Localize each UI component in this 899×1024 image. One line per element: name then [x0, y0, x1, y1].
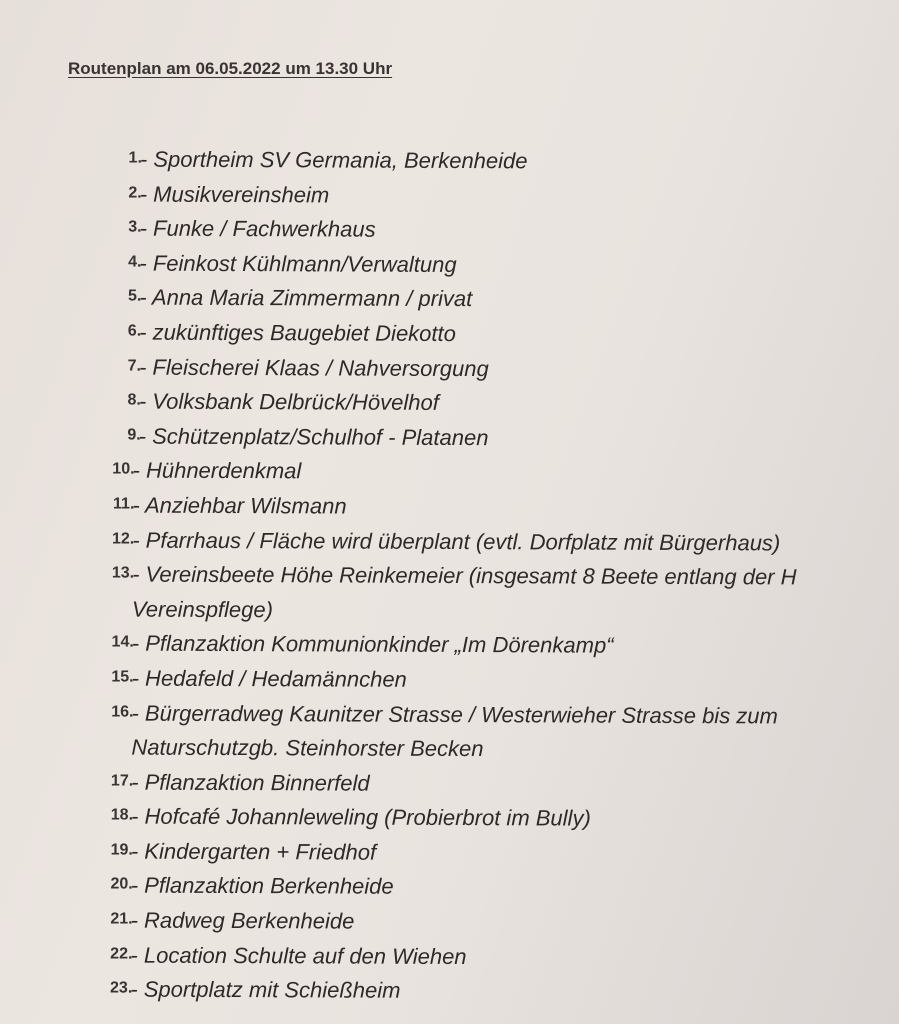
item-text: - Pflanzaktion Berkenheide	[130, 873, 394, 900]
item-number: 9.	[127, 426, 141, 444]
item-number: 13.	[111, 564, 135, 582]
item-text: - Musikvereinsheim	[139, 181, 330, 208]
list-item	[0, 797, 896, 836]
list-item	[0, 417, 898, 456]
item-text-continuation: Naturschutzgb. Steinhorster Becken	[131, 734, 484, 762]
list-item	[0, 278, 898, 317]
list-item	[0, 763, 896, 802]
list-item	[0, 693, 897, 766]
route-list	[0, 140, 899, 1009]
item-number: 7.	[127, 357, 142, 375]
item-text: - Funke / Fachwerkhaus	[139, 215, 376, 242]
item-text: - Anziehbar Wilsmann	[132, 492, 347, 519]
list-item	[0, 175, 899, 214]
item-text: - Radweg Berkenheide	[130, 907, 355, 934]
item-text: - Pfarrhaus / Fläche wird überplant (evtl. Dorfplatz mit Bürgerhaus)	[132, 527, 781, 555]
item-text: - Sportheim SV Germania, Berkenheide	[139, 146, 528, 174]
item-number: 12.	[111, 530, 135, 548]
list-item	[0, 555, 897, 628]
list-item	[0, 382, 898, 421]
list-item	[0, 486, 897, 525]
item-number: 23.	[110, 979, 133, 997]
item-number: 16.	[111, 702, 134, 721]
item-number: 10.	[112, 460, 135, 478]
item-number: 4.	[128, 253, 142, 271]
item-number: 21.	[110, 910, 133, 928]
item-text: - Kindergarten + Friedhof	[130, 838, 377, 865]
list-item	[0, 140, 899, 179]
item-number: 6.	[127, 322, 142, 340]
item-number: 14.	[111, 633, 134, 651]
list-item	[0, 451, 898, 490]
item-text: - Pflanzaktion Binnerfeld	[131, 769, 370, 796]
item-number: 11.	[113, 495, 135, 513]
list-item	[0, 209, 899, 248]
list-item	[0, 313, 898, 352]
item-text-continuation: Vereinspflege)	[131, 596, 274, 622]
item-text: - Hedafeld / Hedamännchen	[131, 665, 407, 692]
item-text: - Anna Maria Zimmermann / privat	[139, 284, 473, 312]
item-text: - Bürgerradweg Kaunitzer Strasse / Westerwieher Strasse bis zum	[131, 700, 778, 728]
item-number: 17.	[110, 772, 134, 790]
list-item	[0, 244, 899, 283]
list-item	[0, 936, 896, 975]
item-text: - Schützenplatz/Schulhof - Platanen	[138, 423, 489, 450]
item-text: - Volksbank Delbrück/Hövelhof	[138, 388, 439, 416]
item-number: 3.	[128, 218, 142, 236]
item-number: 8.	[127, 391, 141, 409]
list-item	[0, 901, 896, 940]
item-text: - Sportplatz mit Schießheim	[130, 976, 401, 1004]
item-text: - zukünftiges Baugebiet Diekotto	[139, 319, 456, 346]
item-number: 1.	[128, 149, 142, 167]
item-text: - Pflanzaktion Kommunionkinder „Im Dörenkamp“	[131, 630, 614, 658]
item-number: 20.	[110, 875, 133, 894]
item-text: - Feinkost Kühlmann/Verwaltung	[139, 250, 457, 277]
list-item	[0, 970, 895, 1009]
list-item	[0, 521, 897, 560]
document-title: Routenplan am 06.05.2022 um 13.30 Uhr	[68, 59, 393, 78]
list-item	[0, 866, 896, 905]
item-text: - Vereinsbeete Höhe Reinkemeier (insgesamt 8 Beete entlang der H	[132, 561, 797, 590]
item-number: 18.	[110, 806, 134, 824]
item-text: - Fleischerei Klaas / Nahversorgung	[138, 354, 489, 381]
list-item	[0, 832, 896, 871]
item-text: - Location Schulte auf den Wiehen	[130, 942, 467, 969]
item-text: - Hühnerdenkmal	[132, 457, 302, 484]
item-text: - Hofcafé Johannleweling (Probierbrot im Bully)	[130, 803, 591, 831]
list-item	[0, 624, 897, 663]
item-number: 19.	[110, 841, 133, 859]
item-number: 22.	[110, 945, 133, 963]
item-number: 15.	[111, 668, 134, 686]
item-number: 2.	[128, 184, 142, 202]
list-item	[0, 659, 897, 698]
item-number: 5.	[127, 287, 142, 305]
list-item	[0, 348, 898, 387]
